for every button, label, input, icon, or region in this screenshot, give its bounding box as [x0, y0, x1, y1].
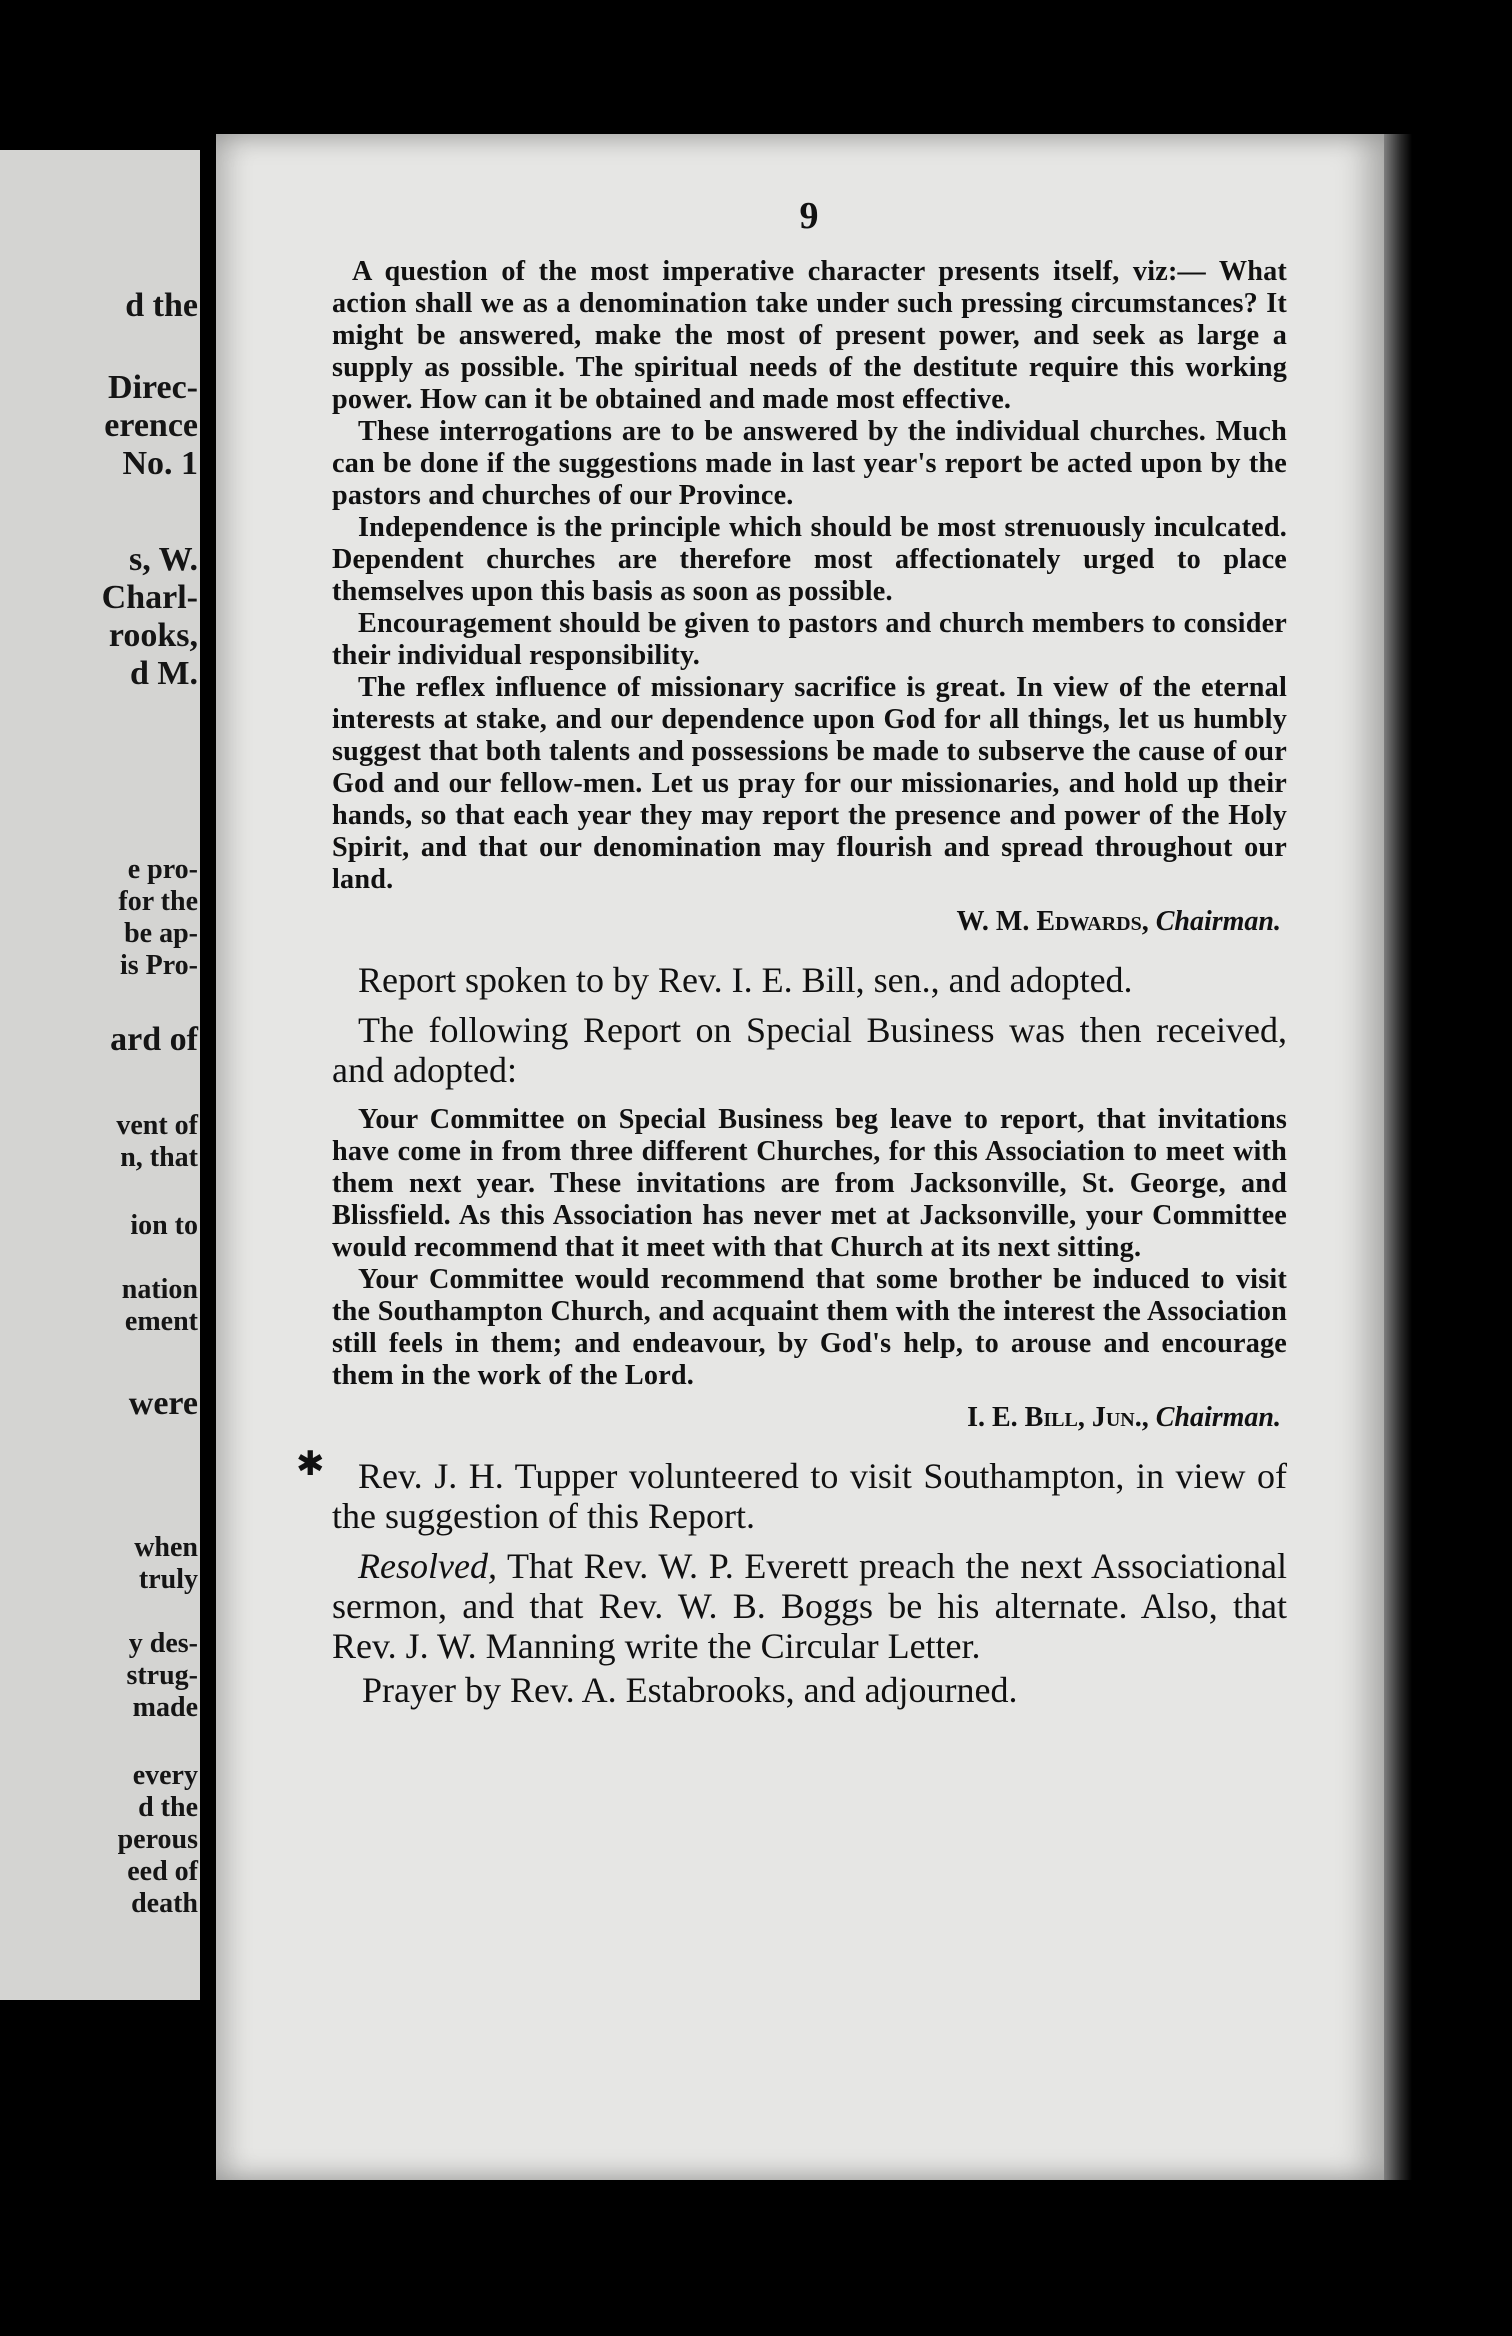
- tupper-paragraph: Rev. J. H. Tupper volunteered to visit Southampton, in view of the suggestion of this Report.: [332, 1456, 1287, 1536]
- left-fragment: eed of: [127, 1856, 198, 1887]
- left-fragment: is Pro-: [119, 950, 198, 981]
- left-fragment: vent of: [116, 1110, 198, 1141]
- left-fragment: s, W.: [129, 541, 198, 578]
- paragraph-question: A question of the most imperative character presents itself, viz:— What action shall we as a denomination take under such pressing circumstances? It might be answered, make the most of present power, and seek as large a supply as possible. The spiritual needs of the destitute require this working power. How can it be obtained and made most effective.: [332, 256, 1287, 415]
- left-fragment: were: [128, 1385, 198, 1422]
- paragraph-interrogations: These interrogations are to be answered by the individual churches. Much can be done if the suggestions made in last year's report be acted upon by the pastors and churches of our Province.: [332, 416, 1287, 511]
- paragraph-encouragement: Encouragement should be given to pastors and church members to consider their individual responsibility.: [332, 608, 1287, 671]
- left-fragment: y des-: [128, 1628, 198, 1659]
- paragraph-special-business: Your Committee on Special Business beg leave to report, that invitations have come in from three different Churches, for this Association to meet with them next year. These invitations are from Jacksonville, St. George, and Blissfield. As this Association has never met at Jacksonville, your Committee would recommend that it meet with that Church at its next sitting.: [332, 1104, 1287, 1263]
- left-fragment: n, that: [120, 1142, 198, 1173]
- resolved-text: That Rev. W. P. Everett preach the next Associational sermon, and that Rev. W. B. Boggs be his alternate. Also, that Rev. J. W. Manning write the Circular Letter.: [332, 1546, 1287, 1666]
- left-fragment: ement: [124, 1306, 198, 1337]
- left-fragment: d the: [125, 287, 198, 324]
- left-fragment: d M.: [130, 655, 198, 692]
- paragraph-independence: Independence is the principle which should be most strenuously inculcated. Dependent churches are therefore most affectionately urged to place themselves upon this basis as soon as possible.: [332, 512, 1287, 607]
- signature-bill: [332, 1400, 1281, 1436]
- following-report-line: The following Report on Special Business was then received, and adopted:: [332, 1010, 1287, 1090]
- page-edge-shadow: [1384, 134, 1412, 2180]
- left-fragment: Direc-: [108, 369, 198, 406]
- paragraph-reflex-influence: The reflex influence of missionary sacrifice is great. In view of the eternal interests at stake, and our dependence upon God for all things, let us humbly suggest that both talents and possessions be made to subserve the cause of our God and our fellow-men. Let us pray for our missionaries, and hold up their hands, so that each year they may report the presence and power of the Holy Spirit, and that our denomination may flourish and spread throughout our land.: [332, 672, 1287, 895]
- left-fragment: perous: [117, 1824, 198, 1855]
- signature-role: Chairman.: [1155, 1402, 1281, 1433]
- signature-role: Chairman.: [1155, 906, 1281, 937]
- signature-name: W. M. Edwards,: [956, 906, 1149, 937]
- prayer-line: Prayer by Rev. A. Estabrooks, and adjourned.: [362, 1670, 1018, 1710]
- left-fragment: No. 1: [122, 445, 198, 482]
- left-fragment: for the: [118, 886, 198, 917]
- paragraph-southampton: Your Committee would recommend that some brother be induced to visit the Southampton Church, and acquaint them with the interest the Association still feels in them; and endeavour, by God's help, to arouse and encourage them in the work of the Lord.: [332, 1264, 1287, 1391]
- left-fragment: truly: [138, 1564, 198, 1595]
- resolved-word: Resolved,: [358, 1546, 497, 1586]
- left-fragment: ion to: [130, 1210, 198, 1241]
- page-content: [332, 194, 1287, 1710]
- signature-edwards: [332, 904, 1281, 940]
- left-fragment: made: [132, 1692, 198, 1723]
- left-fragment: nation: [121, 1274, 198, 1305]
- left-fragment: every: [132, 1760, 198, 1791]
- left-fragment: ard of: [110, 1021, 198, 1058]
- left-fragment: Charl-: [101, 579, 198, 616]
- hand-mark-icon: ✱: [296, 1444, 325, 1484]
- report-spoken-line: Report spoken to by Rev. I. E. Bill, sen., and adopted.: [358, 960, 1133, 1000]
- left-fragment: strug-: [126, 1660, 198, 1691]
- resolved-paragraph: [332, 1546, 1287, 1666]
- left-fragment: when: [134, 1532, 198, 1563]
- facing-page-fragment: [0, 150, 200, 2000]
- left-fragment: death: [131, 1888, 198, 1919]
- left-fragment: rooks,: [108, 617, 198, 654]
- signature-name: I. E. Bill, Jun.,: [967, 1402, 1149, 1433]
- document-page: [216, 134, 1384, 2180]
- left-fragment: e pro-: [127, 854, 198, 885]
- left-fragment: d the: [138, 1792, 198, 1823]
- left-fragment: be ap-: [124, 918, 198, 949]
- left-fragment: erence: [104, 407, 198, 444]
- page-number: 9: [799, 195, 820, 237]
